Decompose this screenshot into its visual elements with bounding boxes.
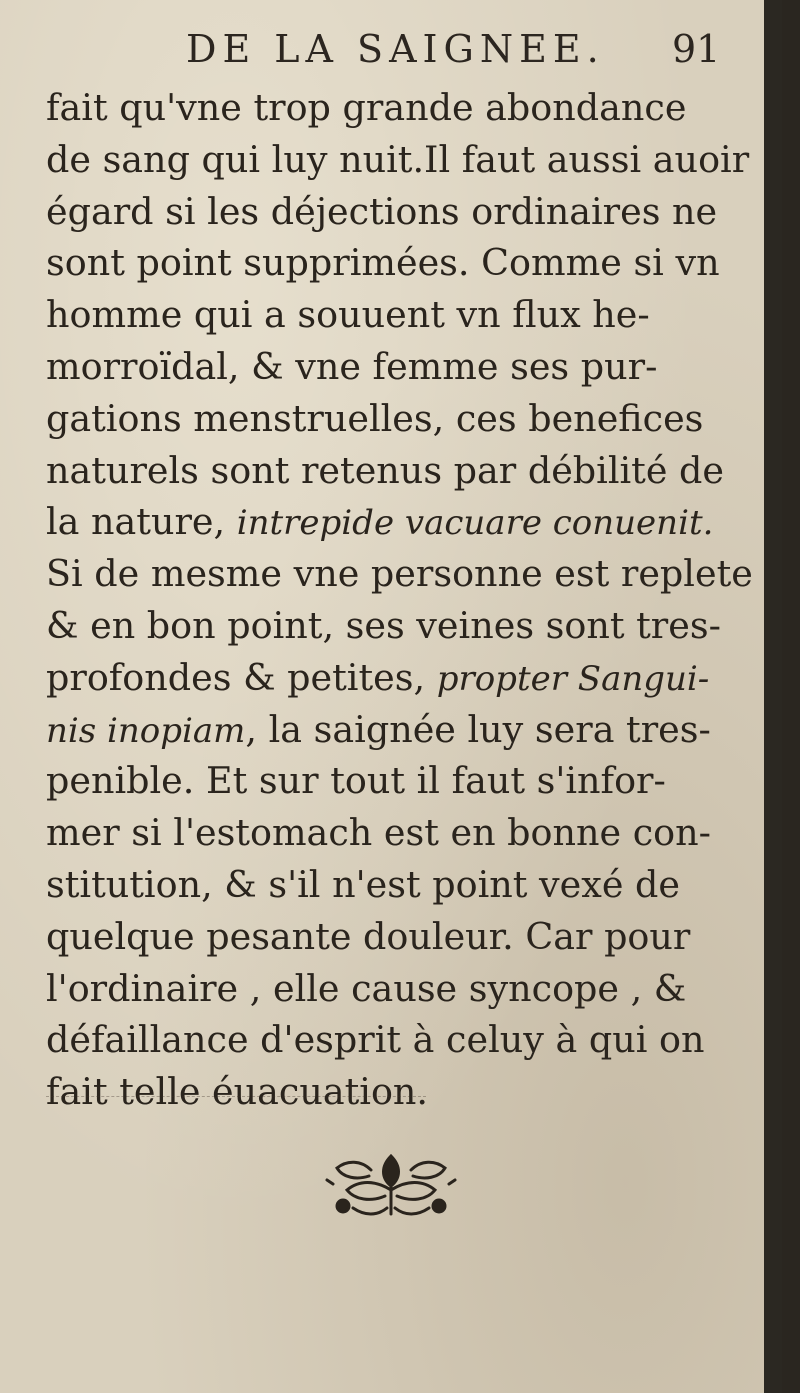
roman-text: , la saignée luy sera tres- [245,707,711,751]
text-line: gations menstruelles, ces benefices [46,396,704,440]
roman-text: profondes & petites, [46,655,437,699]
text-line: défaillance d'esprit à celuy à qui on [46,1018,705,1062]
text-line: mer si l'estomach est en bonne con- [46,811,712,855]
fleuron-ornament-icon [325,1150,457,1220]
text-line: de sang qui luy nuit.Il faut aussi auoir [46,137,750,181]
running-title: DE LA SAIGNEE. [186,27,605,71]
text-line: penible. Et sur tout il faut s'infor- [46,759,666,803]
text-line: fait qu'vne trop grande abondance [46,86,687,129]
text-line: homme qui a souuent vn flux he- [46,293,650,337]
page-number: 91 [672,27,721,71]
latin-phrase: nis inopiam [46,710,246,751]
text-line: Si de mesme vne personne est replete [46,552,753,596]
latin-phrase: propter Sangui- [436,658,710,699]
text-line: l'ordinaire , elle cause syncope , & [46,966,687,1010]
text-line: & en bon point, ses veines sont tres- [46,603,721,647]
faint-rule [46,1096,426,1097]
page-edge [764,0,782,1393]
text-line: égard si les déjections ordinaires ne [46,189,718,233]
text-line [46,496,746,548]
text-line [46,652,746,704]
text-line: morroïdal, & vne femme ses pur- [46,344,658,388]
text-line: naturels sont retenus par débilité de [46,448,725,492]
text-line: stitution, & s'il n'est point vexé de [46,862,680,906]
text-line: fait telle éuacuation. [46,1070,429,1114]
text-line: quelque pesante douleur. Car pour [46,914,691,958]
page-header [0,24,782,74]
text-line: sont point supprimées. Comme si vn [46,241,720,285]
body-text [46,82,753,1118]
latin-phrase: intrepide vacuare conuenit. [236,503,714,544]
roman-text: la nature, [46,500,237,544]
text-line [46,704,746,756]
